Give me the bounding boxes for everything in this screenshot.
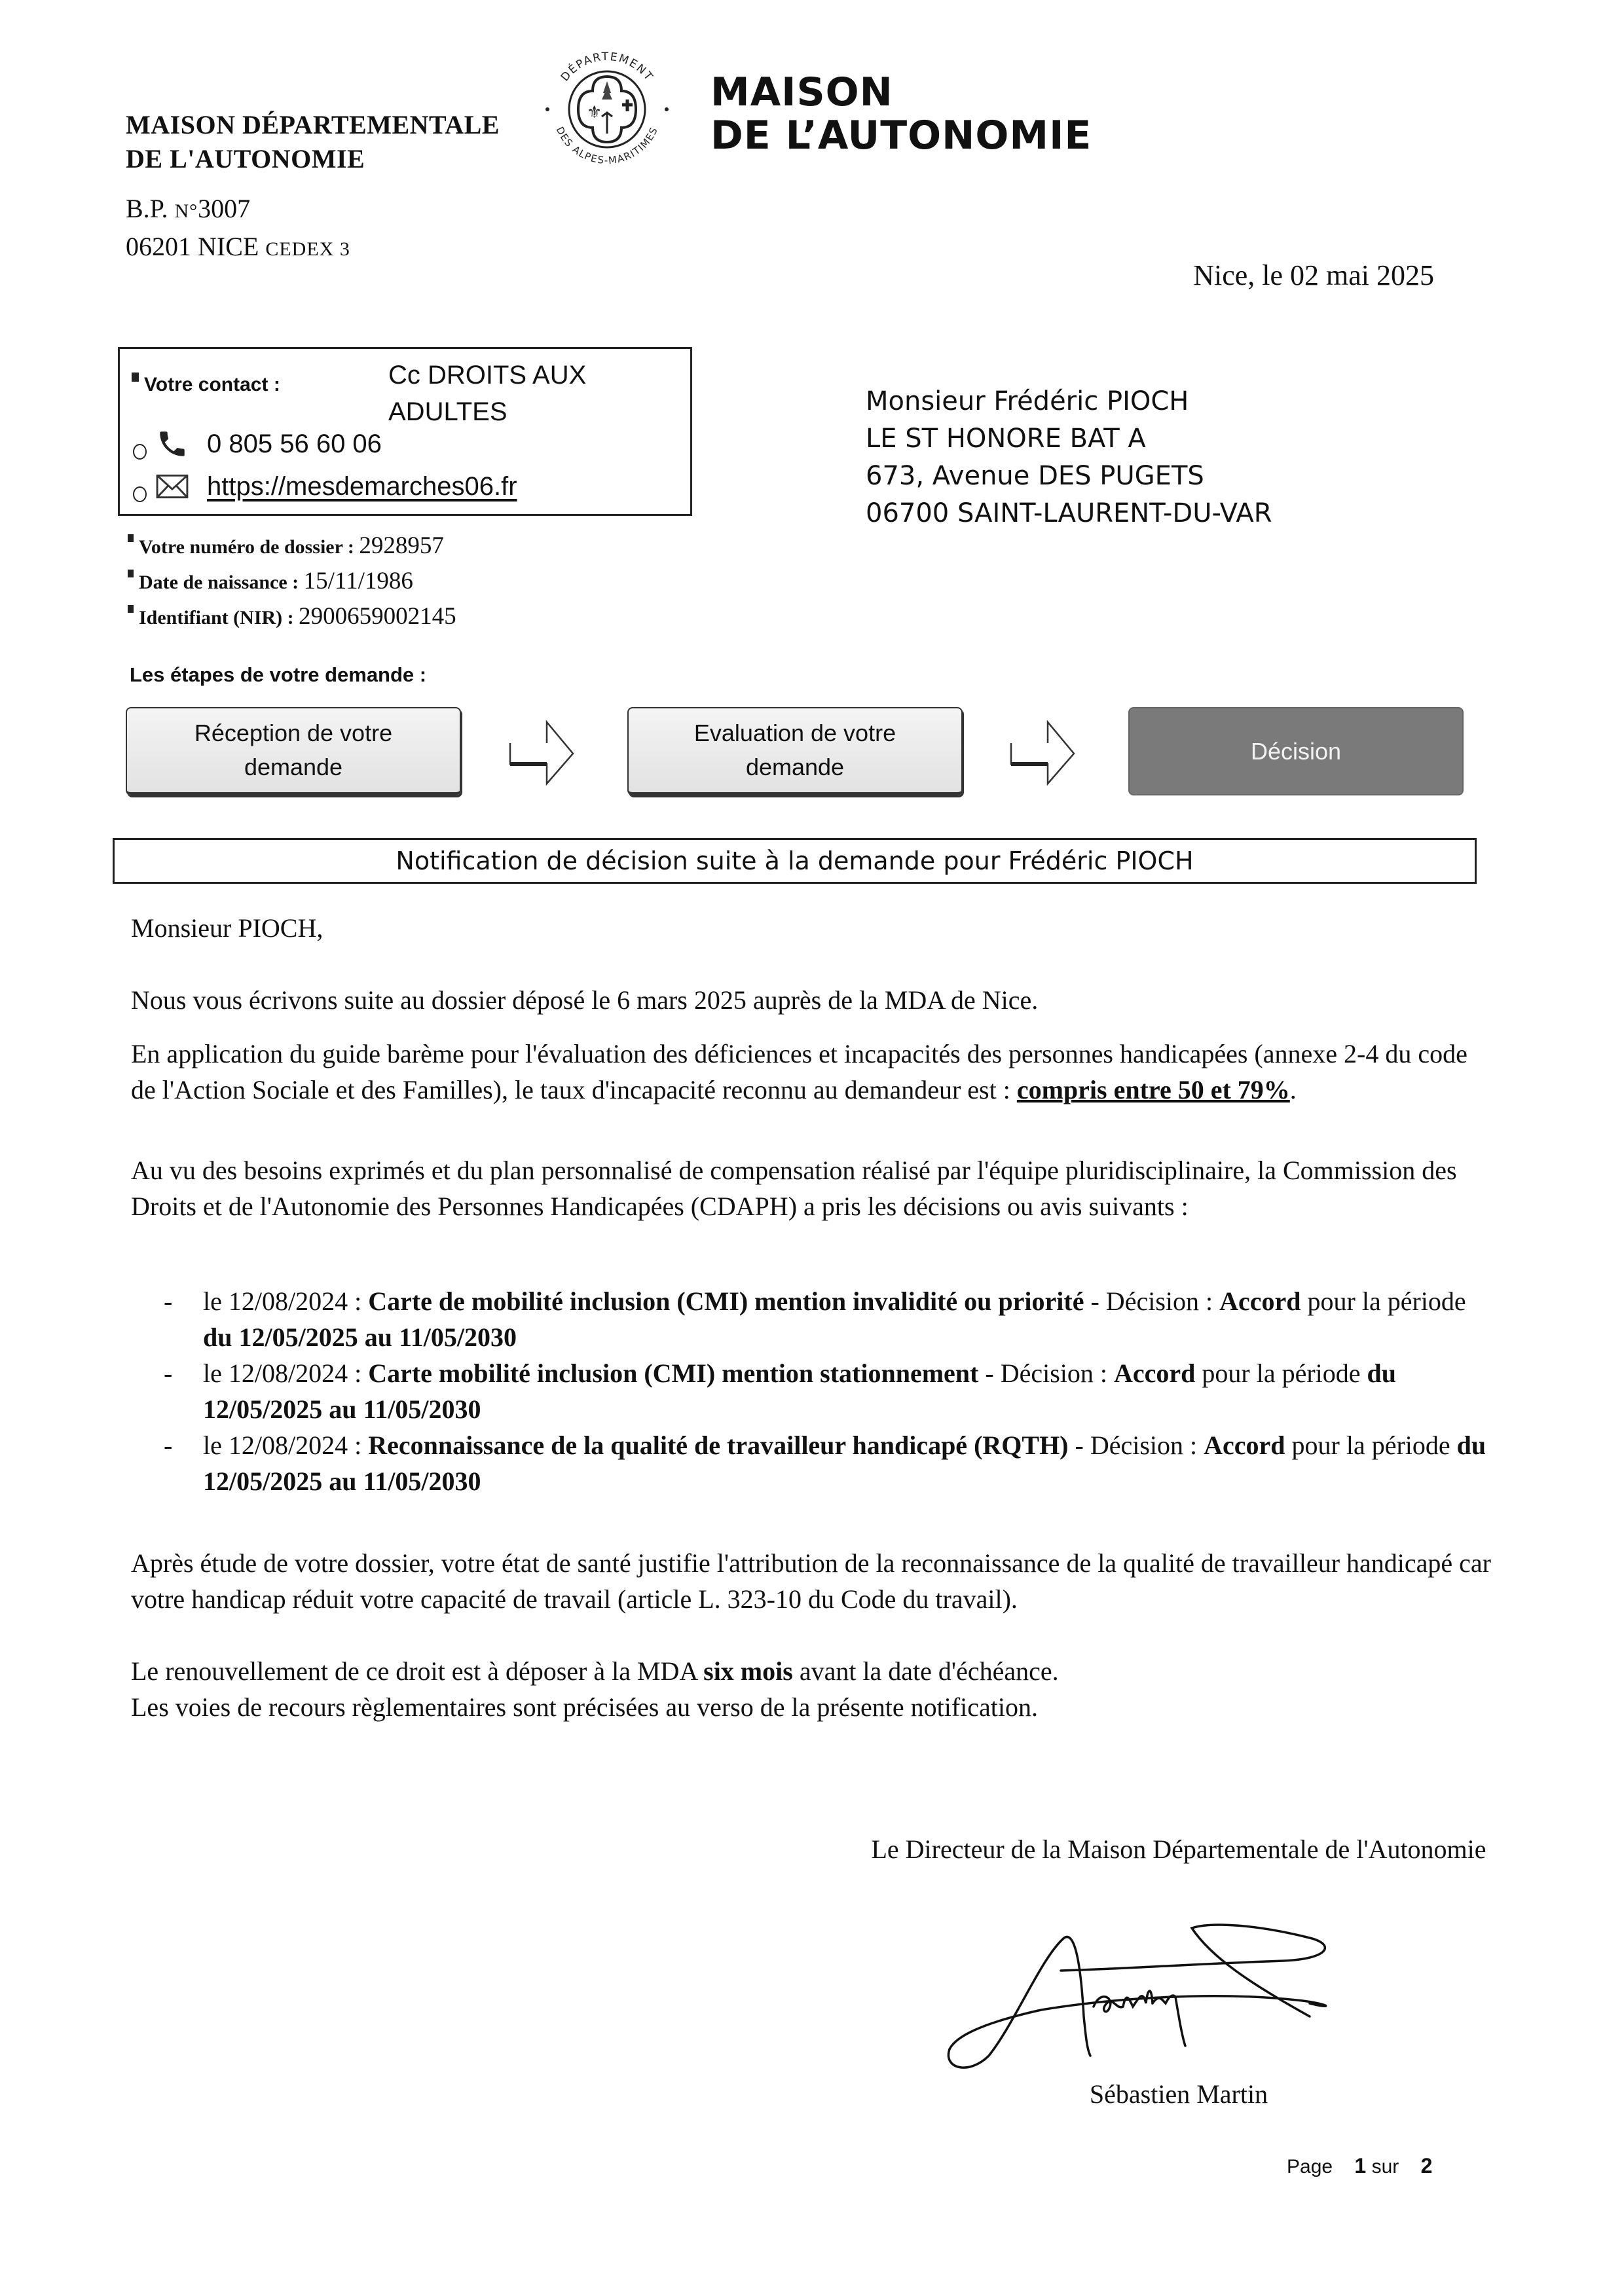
- po-box-line: B.P. N°3007: [126, 194, 251, 223]
- bullet-icon: [128, 570, 134, 577]
- contact-box: [118, 347, 692, 516]
- step-decision: Décision: [1128, 707, 1464, 795]
- decision-item: - le 12/08/2024 : Reconnaissance de la qualité de travailleur handicapé (RQTH) - Décision : Accord pour la période du 12/05/2025 au 11/05/2030: [164, 1430, 1486, 1496]
- brand-line1: MAISON: [710, 69, 893, 115]
- decision-list: [164, 1283, 1486, 1499]
- bullet-icon: [128, 605, 134, 613]
- contact-phone[interactable]: 0 805 56 60 06: [207, 429, 382, 458]
- brand-line2: DE L’AUTONOMIE: [710, 113, 1092, 158]
- circle-bullet-icon: [133, 486, 147, 502]
- salutation: Monsieur PIOCH,: [131, 913, 323, 943]
- decision-item: - le 12/08/2024 : Carte de mobilité inclusion (CMI) mention invalidité ou priorité - Décision : Accord pour la période du 12/05/2025 au 11/05/2030: [164, 1286, 1466, 1352]
- contact-website-row: [133, 470, 517, 503]
- bullet-icon: [132, 373, 139, 382]
- svg-text:DES ALPES-MARITIMES: DES ALPES-MARITIMES: [553, 124, 661, 167]
- renewal-paragraph: Le renouvellement de ce droit est à déposer à la MDA six mois avant la date d'échéance.: [131, 1656, 1059, 1686]
- decision-result: Accord: [1114, 1358, 1196, 1388]
- intro-paragraph: Nous vous écrivons suite au dossier déposé le 6 mars 2025 auprès de la MDA de Nice.: [131, 985, 1039, 1015]
- recipient-address: [866, 383, 1272, 532]
- svg-text:DÉPARTEMENT: DÉPARTEMENT: [558, 50, 656, 84]
- recipient-address-line: LE ST HONORE BAT A: [866, 424, 1146, 454]
- recipient-name: Monsieur Frédéric PIOCH: [866, 386, 1189, 416]
- incapacity-rate: compris entre 50 et 79%: [1016, 1075, 1290, 1104]
- contact-phone-row: [133, 428, 382, 460]
- signatory-name: Sébastien Martin: [1089, 2079, 1268, 2109]
- arrow-right-icon: [1008, 717, 1080, 789]
- org-name-line2: DE L'AUTONOMIE: [126, 144, 365, 173]
- nir-identifier: Identifiant (NIR) : 2900659002145: [128, 602, 456, 630]
- website-link[interactable]: https://mesdemarches06.fr: [207, 471, 517, 501]
- cdaph-paragraph: Au vu des besoins exprimés et du plan personnalisé de compensation réalisé par l'équipe pluridisciplinaire, la Commission des Droits et de l'Autonomie des Personnes Handicapées (CDAPH) a pris les décisions ou avis suivants :: [131, 1156, 1457, 1221]
- brand-title: [710, 71, 1092, 157]
- incapacity-paragraph: En application du guide barème pour l'évaluation des déficiences et incapacités des personnes handicapées (annexe 2-4 du code de l'Action Sociale et des Familles), le taux d'incapacité reconnu au demandeur est : compris entre 50 et 79%.: [131, 1039, 1467, 1104]
- step-evaluation: Evaluation de votre demande: [627, 707, 963, 795]
- decision-result: Accord: [1219, 1286, 1301, 1316]
- steps-label: Les étapes de votre demande :: [130, 663, 427, 686]
- decision-result: Accord: [1204, 1430, 1285, 1460]
- department-emblem-logo: [538, 41, 676, 178]
- contact-name: Cc DROITS AUX ADULTES: [388, 361, 587, 426]
- appeal-paragraph: Les voies de recours règlementaires sont précisées au verso de la présente notification.: [131, 1692, 1039, 1722]
- recipient-address-line: 673, Avenue DES PUGETS: [866, 461, 1204, 491]
- organization-address: [126, 191, 350, 267]
- page-number: Page 1 sur 2: [1287, 2154, 1433, 2178]
- city-line: 06201 NICE CEDEX 3: [126, 232, 350, 261]
- contact-label: Votre contact :: [132, 374, 280, 396]
- birth-date: Date de naissance : 15/11/1986: [128, 567, 413, 595]
- rqth-paragraph: Après étude de votre dossier, votre état de santé justifie l'attribution de la reconnaissance de la qualité de travailleur handicapé car votre handicap réduit votre capacité de travail (article L. 323-10 du Code du travail).: [131, 1548, 1491, 1614]
- recipient-address-line: 06700 SAINT-LAURENT-DU-VAR: [866, 498, 1272, 528]
- organization-name: [126, 108, 500, 176]
- step-reception: Réception de votre demande: [126, 707, 461, 795]
- decision-item: - le 12/08/2024 : Carte mobilité inclusion (CMI) mention stationnement - Décision : Accord pour la période du 12/05/2025 au 11/05/2030: [164, 1358, 1397, 1424]
- circle-bullet-icon: [133, 444, 147, 460]
- signatory-title: Le Directeur de la Maison Départementale de l'Autonomie: [871, 1834, 1486, 1864]
- bullet-icon: [128, 534, 134, 542]
- org-name-line1: MAISON DÉPARTEMENTALE: [126, 110, 500, 139]
- arrow-right-icon: [507, 717, 580, 789]
- envelope-icon: [156, 470, 189, 503]
- letter-date: Nice, le 02 mai 2025: [1193, 259, 1434, 291]
- phone-icon: [156, 428, 189, 460]
- svg-text:⚜: ⚜: [587, 103, 602, 122]
- handwritten-signature: [943, 1918, 1414, 2088]
- dossier-number: Votre numéro de dossier : 2928957: [128, 532, 444, 560]
- notification-title: Notification de décision suite à la demande pour Frédéric PIOCH: [113, 838, 1477, 884]
